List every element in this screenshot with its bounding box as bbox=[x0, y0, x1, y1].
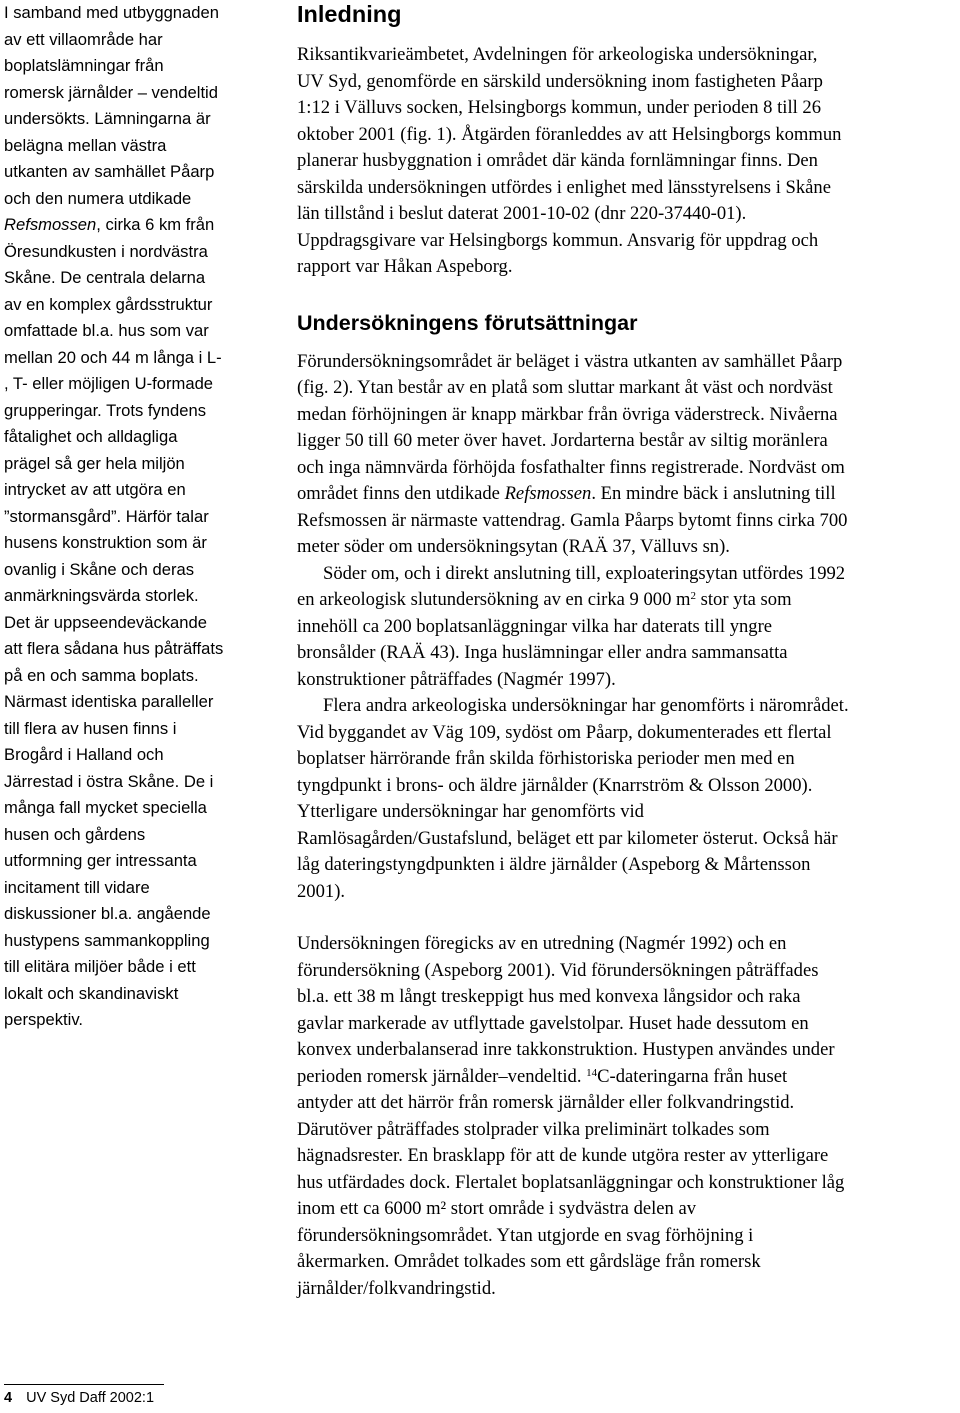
text-line: särskilda undersökningen utfördes i enlighet med länsstyrelsens i Skåne bbox=[297, 176, 831, 198]
text-line: antyder att det härrör från romersk järnålder eller folkvandringstid. bbox=[297, 1092, 795, 1113]
text-line: konstruktioner påträffades (Nagmér 1997). bbox=[297, 668, 616, 690]
summary-line: prägel så ger hela miljön bbox=[4, 453, 185, 473]
summary-line: husens konstruktion som är bbox=[4, 533, 207, 552]
summary-line: många fall mycket speciella bbox=[4, 798, 207, 817]
summary-line: intrycket av att utgöra en bbox=[4, 480, 186, 499]
text-part: området finns den utdikade bbox=[297, 483, 505, 504]
summary-line: undersökts. Lämningarna är bbox=[4, 109, 211, 128]
summary-line: Järrestad i östra Skåne. De i bbox=[4, 771, 214, 791]
text-line: bl.a. ett 38 m långt treskeppigt hus med konvexa långsidor och raka bbox=[297, 986, 801, 1007]
summary-text bbox=[4, 0, 252, 1034]
text-line: meter söder om undersökningsytan (RAÄ 37, Välluvs sn). bbox=[297, 536, 730, 557]
summary-line: belägna mellan västra bbox=[4, 135, 167, 155]
page-number: 4 bbox=[4, 1390, 13, 1406]
summary-line: I samband med utbyggnaden bbox=[4, 3, 219, 22]
summary-line: grupperingar. Trots fyndens bbox=[4, 400, 207, 420]
summary-line: Närmast identiska paralleller bbox=[4, 692, 214, 711]
text-line: och inga nämnvärda förhöjda fosfathalter finns registrerade. Nordväst om bbox=[297, 456, 845, 478]
summary-line: hustypens sammankoppling bbox=[4, 930, 210, 950]
summary-line: ovanlig i Skåne och deras bbox=[4, 559, 195, 579]
superscript: 14 bbox=[586, 1066, 598, 1079]
text-line: Därutöver påträffades stolprader vilka preliminärt tolkades som bbox=[297, 1118, 770, 1140]
place-name-refsmossen: Refsmossen bbox=[4, 215, 97, 234]
summary-line: omfattade bl.a. hus som var bbox=[4, 321, 209, 340]
text-line: ligger 50 till 60 meter över havet. Jordarterna består av siltig moränlera bbox=[297, 430, 828, 451]
summary-line: incitament till vidare bbox=[4, 877, 150, 897]
place-name-refsmossen: Refsmossen bbox=[504, 483, 592, 504]
text-line: inom ett ca 6000 m² stort område i sydvästra delen av bbox=[297, 1198, 697, 1219]
summary-line: ”stormansgård”. Härför talar bbox=[4, 506, 209, 526]
paragraph-pre-investigation bbox=[297, 931, 957, 1302]
text-line: bronsålder (RAÄ 43). Inga huslämningar eller andra sammansatta bbox=[297, 642, 788, 663]
text-line: Ytterligare undersökningar har genomförts vid bbox=[297, 801, 644, 822]
summary-line: till elitära miljöer både i ett bbox=[4, 957, 196, 976]
summary-line: , T- eller möjligen U-formade bbox=[4, 374, 214, 393]
footer-divider bbox=[4, 1384, 164, 1385]
summary-line: boplatslämningar från bbox=[4, 56, 164, 75]
summary-line: utkanten av samhället Påarp bbox=[4, 162, 215, 181]
text-line: Uppdragsgivare var Helsingborgs kommun. Ansvarig för uppdrag och bbox=[297, 229, 819, 251]
summary-line: av ett villaområde har bbox=[4, 29, 163, 49]
text-line: Vid byggandet av Väg 109, sydöst om Påarp, dokumenterades ett flertal bbox=[297, 721, 832, 743]
summary-line: av en komplex gårdsstruktur bbox=[4, 294, 213, 314]
heading-inledning: Inledning bbox=[297, 1, 402, 27]
summary-line: Öresundkusten i nordvästra bbox=[4, 241, 208, 261]
summary-line: att flera sådana hus påträffats bbox=[4, 639, 224, 658]
text-line: boplatser härrörande från skilda förhistoriska perioder men med en bbox=[297, 748, 795, 769]
text-line: UV Syd, genomförde en särskild undersökning inom fastigheten Påarp bbox=[297, 70, 823, 92]
text-part: . En mindre bäck i anslutning till bbox=[591, 483, 836, 504]
text-line: 1:12 i Välluvs socken, Helsingborgs kommun, under perioden 8 till 26 bbox=[297, 97, 822, 118]
summary-line: till flera av husen finns i bbox=[4, 718, 177, 738]
summary-line: perspektiv. bbox=[4, 1010, 84, 1029]
text-line: konvex underbalanserad inre takkonstruktion. Hustypen användes under bbox=[297, 1039, 835, 1060]
text-line: förundersökningsområdet. Ytan utgjorde en svag förhöjning i bbox=[297, 1224, 754, 1246]
text-part: perioden romersk järnålder–vendeltid. bbox=[297, 1065, 587, 1087]
summary-line: lokalt och skandinaviskt bbox=[4, 983, 179, 1003]
text-line: gavlar markerade av utflyttade gavelstolpar. Huset hade dessutom en bbox=[297, 1012, 809, 1034]
text-line: innehöll ca 200 boplatsanläggningar vilka har daterats till yngre bbox=[297, 615, 773, 637]
text-line bbox=[297, 481, 957, 508]
summary-line: husen och gårdens bbox=[4, 824, 146, 844]
paragraph-earlier-excavation bbox=[297, 561, 957, 694]
text-line: förundersökning (Aspeborg 2001). Vid förundersökningen påträffades bbox=[297, 959, 819, 981]
text-line: Flera andra arkeologiska undersökningar har genomförts i närområdet. bbox=[323, 695, 849, 716]
summary-line: romersk järnålder – vendeltid bbox=[4, 82, 218, 102]
text-line: låg dateringstyngdpunkten i äldre järnålder (Aspeborg & Mårtensson bbox=[297, 854, 811, 875]
text-line: Refsmossen är närmaste vattendrag. Gamla Påarps bytomt finns cirka 700 bbox=[297, 509, 848, 531]
summary-line: anmärkningsvärda storlek. bbox=[4, 586, 199, 605]
summary-line: mellan 20 och 44 m långa i L- bbox=[4, 347, 222, 367]
text-line: planerar husbyggnation i området där kända fornlämningar finns. Den bbox=[297, 150, 818, 171]
paragraph-other-investigations bbox=[297, 693, 957, 905]
paragraph-area-description bbox=[297, 349, 957, 561]
text-line: Ramlösagården/Gustafslund, beläget ett par kilometer österut. Också här bbox=[297, 827, 838, 849]
text-line: hägnadsrester. En brasklapp för att de kunde utgöra rester av ytterligare bbox=[297, 1145, 829, 1166]
summary-line: på en och samma boplats. bbox=[4, 665, 199, 685]
text-line: 2001). bbox=[297, 880, 346, 902]
heading-forutsattningar: Undersökningens förutsättningar bbox=[297, 310, 638, 335]
text-line: åkermarken. Området tolkades som ett gårdsläge från romersk bbox=[297, 1251, 761, 1272]
summary-line bbox=[4, 212, 252, 239]
summary-line: Skåne. De centrala delarna bbox=[4, 268, 206, 287]
summary-line: Det är uppseendeväckande bbox=[4, 612, 207, 632]
text-line: län tillstånd i beslut daterat 2001-10-02 (dnr 220-37440-01). bbox=[297, 203, 747, 224]
summary-text-part: , cirka 6 km från bbox=[96, 215, 215, 234]
superscript: 2 bbox=[690, 590, 696, 602]
main-content bbox=[297, 0, 957, 1302]
text-line: Söder om, och i direkt anslutning till, exploateringsytan utfördes 1992 bbox=[323, 562, 846, 584]
summary-line: Brogård i Halland och bbox=[4, 745, 164, 764]
text-line: medan förhöjningen är knapp märkbar från övriga väderstreck. Nivåerna bbox=[297, 403, 838, 425]
text-line: tyngdpunkt i brons- och äldre järnålder (Knarrström & Olsson 2000). bbox=[297, 774, 813, 796]
text-line: hus utfärdades dock. Flertalet boplatsanläggningar och konstruktioner låg bbox=[297, 1171, 845, 1193]
text-part: stor yta som bbox=[695, 589, 792, 610]
sidebar-summary bbox=[4, 0, 252, 1034]
text-line bbox=[297, 1064, 957, 1091]
text-line bbox=[297, 587, 957, 614]
text-part: en arkeologisk slutundersökning av en cirka 9 000 m bbox=[297, 589, 691, 610]
text-line: Förundersökningsområdet är beläget i västra utkanten av samhället Påarp bbox=[297, 350, 843, 372]
summary-line: utformning ger intressanta bbox=[4, 851, 197, 870]
summary-line: fåtalighet och alldagliga bbox=[4, 427, 178, 446]
intro-paragraph bbox=[297, 42, 957, 281]
text-line: rapport var Håkan Aspeborg. bbox=[297, 256, 513, 277]
page-footer bbox=[4, 1390, 154, 1406]
text-part: C-dateringarna från huset bbox=[597, 1065, 788, 1087]
publication-name: UV Syd Daff 2002:1 bbox=[26, 1390, 155, 1406]
text-line: Undersökningen föregicks av en utredning (Nagmér 1992) och en bbox=[297, 933, 787, 954]
summary-line: diskussioner bl.a. angående bbox=[4, 904, 211, 923]
text-line: Riksantikvarieämbetet, Avdelningen för arkeologiska undersökningar, bbox=[297, 44, 818, 65]
text-line: oktober 2001 (fig. 1). Åtgärden föranleddes av att Helsingborgs kommun bbox=[297, 123, 842, 145]
text-line: järnålder/folkvandringstid. bbox=[297, 1277, 496, 1299]
summary-line: och den numera utdikade bbox=[4, 188, 192, 208]
text-line: (fig. 2). Ytan består av en platå som sluttar markant åt väst och nordväst bbox=[297, 377, 833, 398]
